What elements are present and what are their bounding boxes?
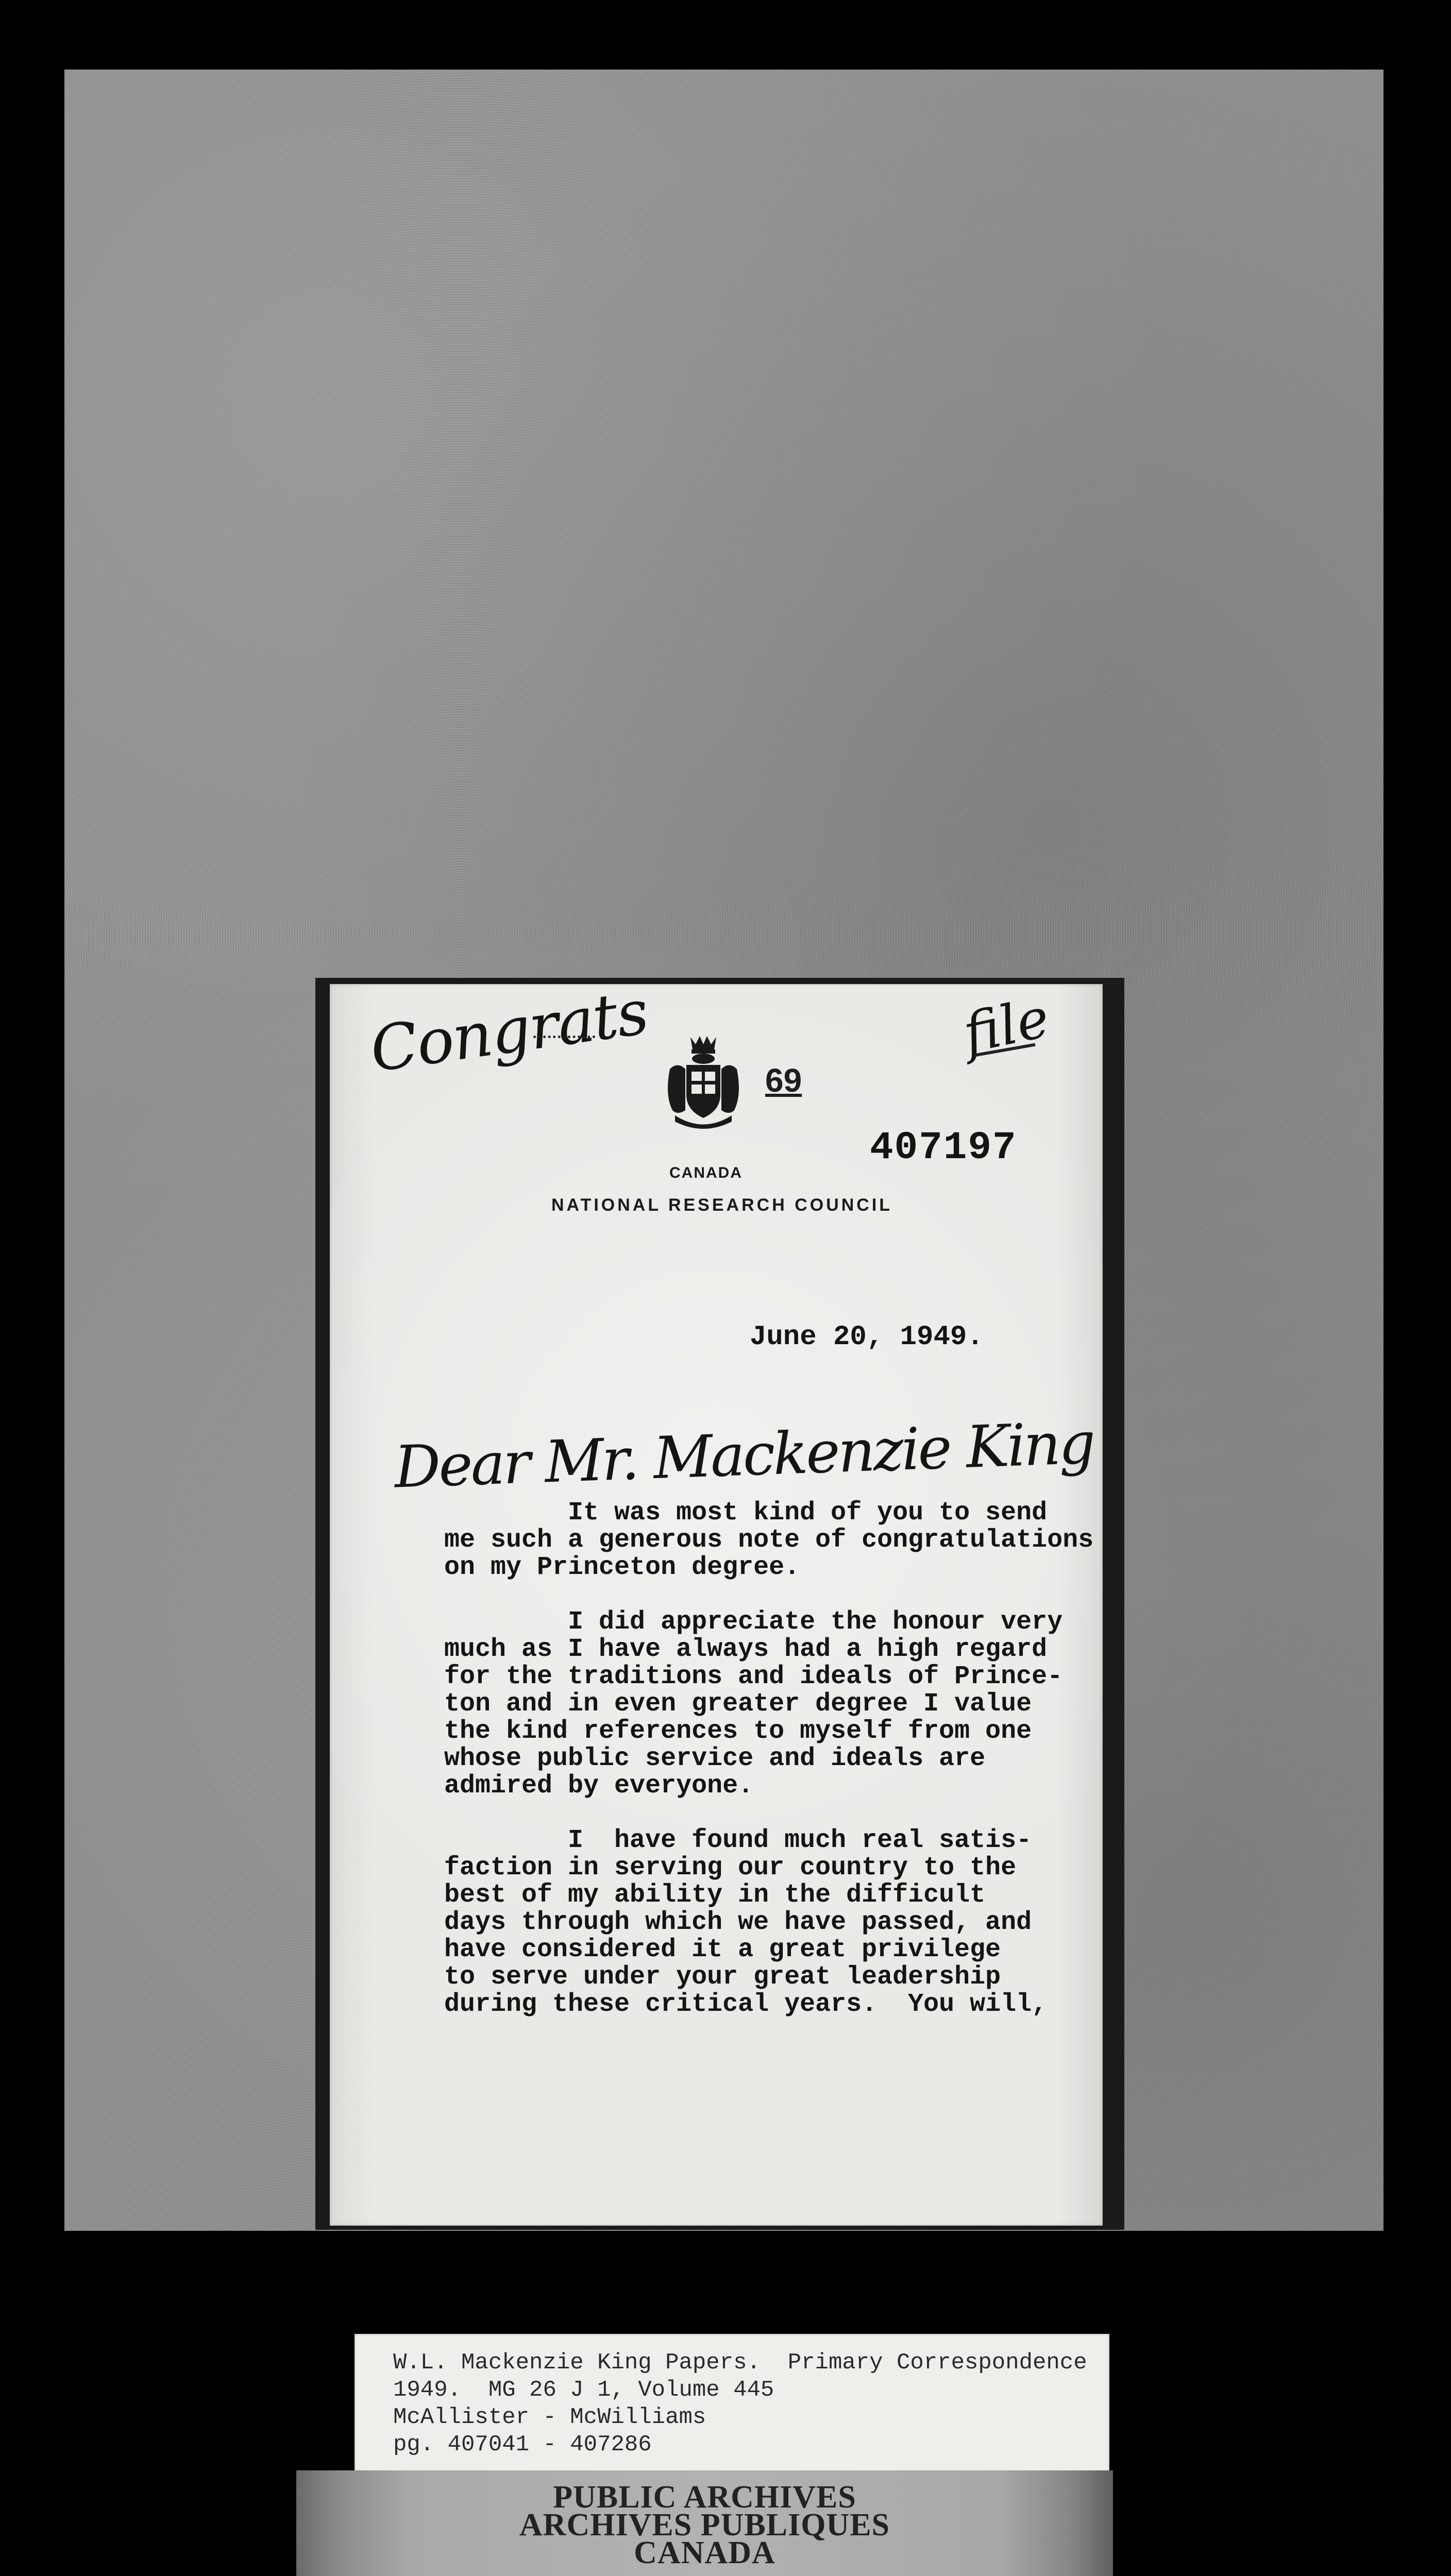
document-number: 407197 — [870, 1126, 1017, 1170]
letterhead-organization: NATIONAL RESEARCH COUNCIL — [551, 1195, 893, 1215]
body-line: I have found much real satis- — [444, 1826, 1032, 1855]
body-line: to serve under your great leadership — [444, 1962, 1001, 1992]
archive-line: McAllister - McWilliams — [393, 2404, 706, 2430]
letter-page — [330, 976, 1103, 2226]
archive-stamp-line: PUBLIC ARCHIVES — [553, 2480, 856, 2515]
archive-reference-text — [393, 2349, 1087, 2459]
coat-of-arms-icon — [660, 1033, 747, 1133]
body-line: on my Princeton degree. — [444, 1553, 800, 1582]
body-line: for the traditions and ideals of Prince- — [444, 1662, 1063, 1691]
handwritten-file-note: file — [958, 986, 1055, 1065]
body-line: days through which we have passed, and — [444, 1908, 1032, 1937]
archive-stamp-line: ARCHIVES PUBLIQUES — [519, 2507, 890, 2543]
letter-date: June 20, 1949. — [750, 1321, 984, 1353]
body-line: me such a generous note of congratulations — [444, 1526, 1094, 1555]
handwritten-salutation: Dear Mr. Mackenzie King — [393, 1410, 1095, 1501]
archive-reference-label — [355, 2334, 1109, 2473]
body-line: It was most kind of you to send — [444, 1498, 1048, 1528]
archive-stamp-text — [296, 2480, 1113, 2570]
body-paragraph — [444, 1608, 1104, 1800]
body-line: best of my ability in the difficult — [444, 1880, 986, 1910]
archive-line: pg. 407041 - 407286 — [393, 2432, 652, 2458]
body-line: I did appreciate the honour very — [444, 1607, 1063, 1637]
body-line: faction in serving our country to the — [444, 1853, 1017, 1883]
archive-stamp-line: CANADA — [634, 2535, 775, 2570]
body-paragraph — [444, 1827, 1104, 2018]
body-line: have considered it a great privilege — [444, 1935, 1001, 1964]
stamp-number: 69 — [765, 1062, 802, 1099]
body-line: much as I have always had a high regard — [444, 1635, 1048, 1664]
body-line: whose public service and ideals are — [444, 1744, 986, 1773]
public-archives-stamp — [296, 2470, 1113, 2576]
body-paragraph — [444, 1499, 1104, 1581]
handwritten-dotted-line — [533, 1036, 595, 1038]
body-line: the kind references to myself from one — [444, 1717, 1032, 1746]
body-line: during these critical years. You will, — [444, 1990, 1048, 2019]
letterhead-country: CANADA — [669, 1164, 743, 1181]
body-line: admired by everyone. — [444, 1771, 754, 1801]
archive-line: 1949. MG 26 J 1, Volume 445 — [393, 2377, 774, 2403]
letter-body — [444, 1499, 1104, 2045]
handwritten-congrats-note: Congrats — [366, 976, 652, 1087]
body-line: ton and in even greater degree I value — [444, 1689, 1032, 1719]
archive-line: W.L. Mackenzie King Papers. Primary Correspondence — [393, 2350, 1087, 2376]
